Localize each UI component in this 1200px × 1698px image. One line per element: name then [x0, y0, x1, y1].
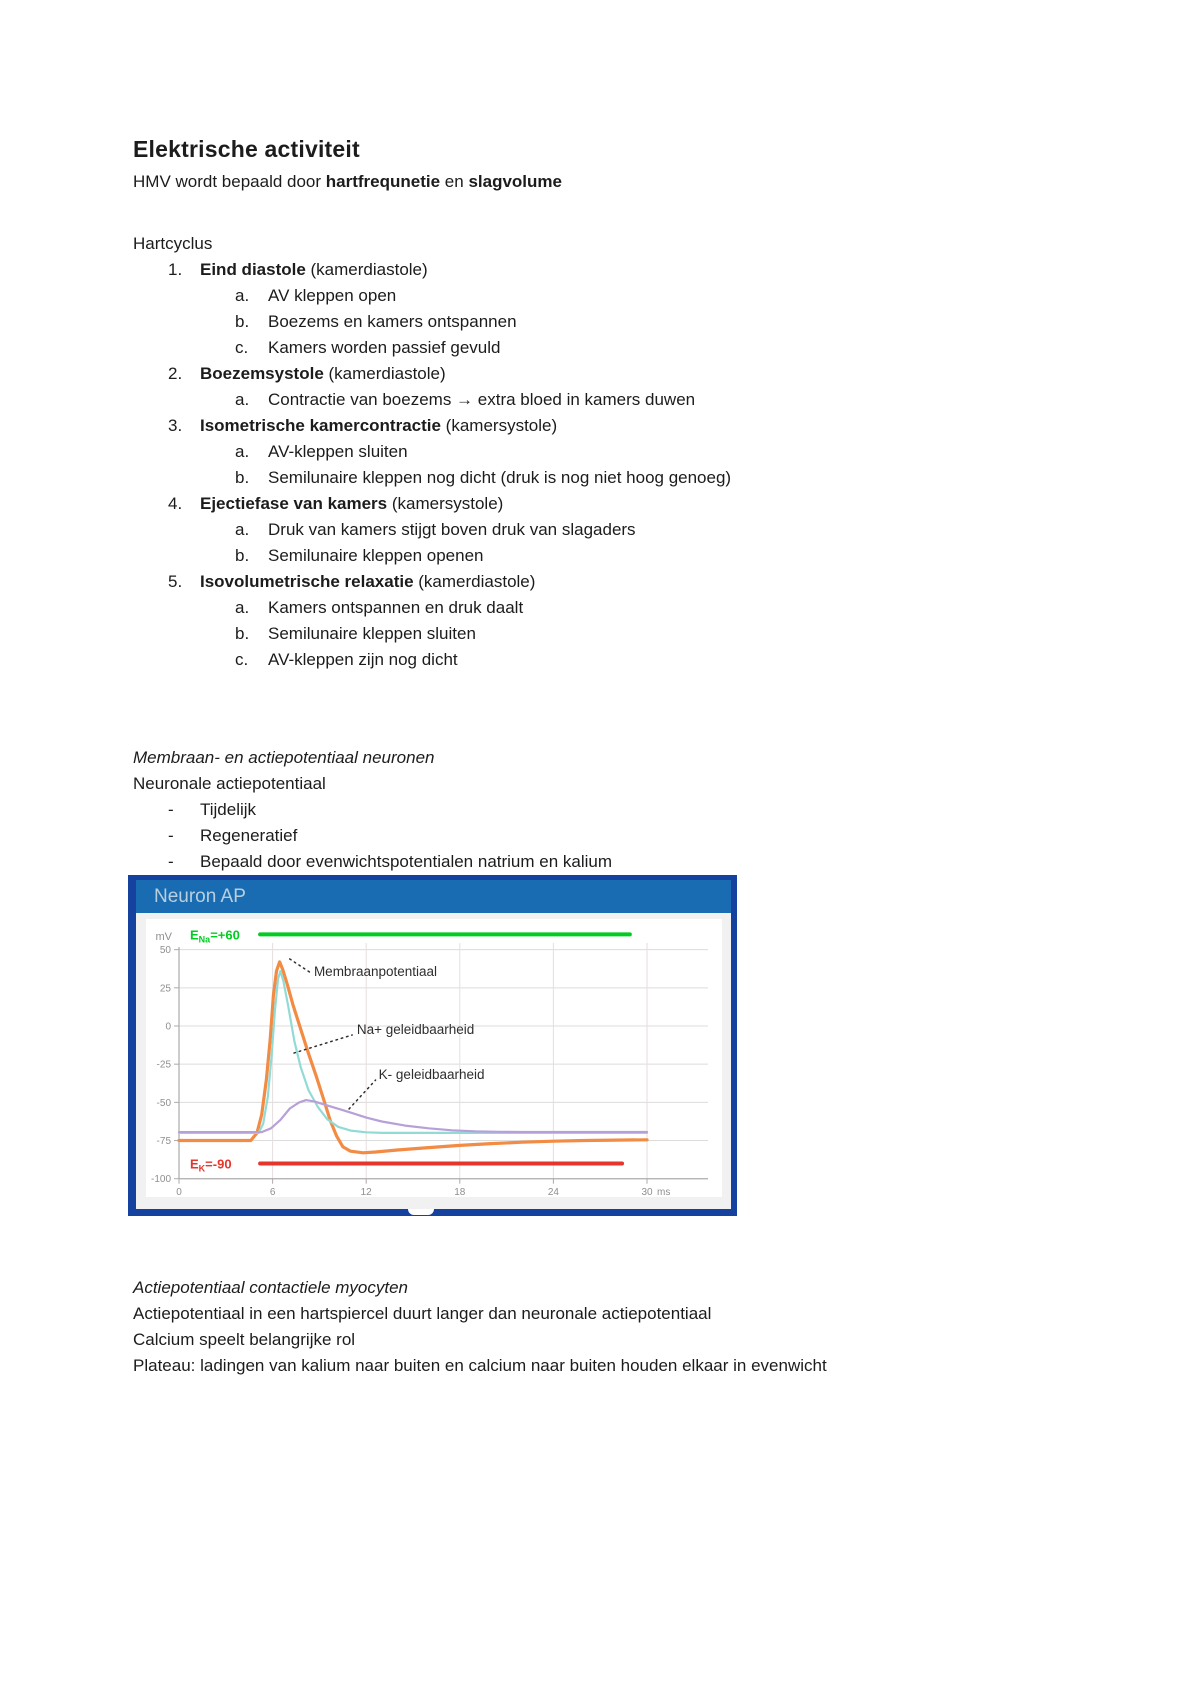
neuron-ap-panel: [128, 875, 737, 1216]
bullet-evenwichtspotentialen: [133, 849, 1140, 875]
svg-text:50: 50: [159, 945, 171, 957]
svg-text:12: 12: [360, 1187, 372, 1198]
svg-text:Membraanpotentiaal: Membraanpotentiaal: [313, 964, 438, 980]
intro-text: HMV wordt bepaald door: [133, 172, 326, 191]
svg-text:-75: -75: [156, 1136, 171, 1148]
list-marker: a.: [235, 390, 250, 409]
sub-text: Semilunaire kleppen sluiten: [268, 624, 476, 643]
list-marker: 1.: [168, 260, 183, 279]
sub-text: Contractie van boezems → extra bloed in kamers duwen: [268, 390, 696, 409]
bullet-text: Tijdelijk: [200, 800, 257, 819]
list-marker: 3.: [168, 416, 183, 435]
hartcyclus-item-5: [133, 569, 1140, 595]
membraan-heading: Membraan- en actiepotentiaal neuronen: [133, 748, 435, 767]
hartcyclus-item-4: [133, 491, 1140, 517]
hartcyclus-sub-4a: [133, 517, 1140, 543]
hartcyclus-list: [133, 257, 1140, 673]
list-marker: 2.: [168, 364, 183, 383]
sub-text: Semilunaire kleppen openen: [268, 546, 484, 565]
svg-text:ms: ms: [657, 1187, 671, 1198]
list-marker: a.: [235, 598, 250, 617]
sub-text: AV-kleppen sluiten: [268, 442, 408, 461]
svg-text:ENa=+60: $E_{Na}=+60$: [190, 927, 240, 945]
hartcyclus-sub-5b: [133, 621, 1140, 647]
myocyten-section: [133, 1275, 1140, 1379]
svg-text:25: 25: [159, 983, 171, 995]
svg-text:mV: mV: [155, 931, 172, 943]
intro-line: [133, 169, 1140, 195]
svg-text:6: 6: [269, 1187, 276, 1198]
list-marker: c.: [235, 338, 249, 357]
item-term: Isovolumetrische relaxatie: [200, 572, 414, 591]
hartcyclus-sub-2a: [133, 387, 1140, 413]
item-paren: (kamersystole): [387, 494, 504, 513]
intro-bold-slagvolume: slagvolume: [468, 172, 562, 191]
myocyten-line-1: Actiepotentiaal in een hartspiercel duurt langer dan neuronale actiepotentiaal: [133, 1304, 712, 1323]
svg-text:0: 0: [176, 1187, 182, 1198]
sub-text: Kamers worden passief gevuld: [268, 338, 501, 357]
list-marker: c.: [235, 650, 249, 669]
sub-text: Kamers ontspannen en druk daalt: [268, 598, 524, 617]
neuron-ap-chart: [136, 913, 731, 1209]
dash-marker: -: [168, 800, 174, 819]
hartcyclus-item-1: [133, 257, 1140, 283]
neuron-ap-panel-title: Neuron AP: [136, 880, 731, 913]
item-term: Boezemsystole: [200, 364, 324, 383]
dash-marker: -: [168, 852, 174, 871]
page-title: Elektrische activiteit: [133, 136, 360, 162]
list-marker: 4.: [168, 494, 183, 513]
hartcyclus-sub-5c: [133, 647, 1140, 673]
sub-text: Semilunaire kleppen nog dicht (druk is nog niet hoog genoeg): [268, 468, 732, 487]
hartcyclus-sub-3b: [133, 465, 1140, 491]
hartcyclus-sub-1c: [133, 335, 1140, 361]
item-term: Eind diastole: [200, 260, 306, 279]
hartcyclus-item-2: [133, 361, 1140, 387]
list-marker: b.: [235, 546, 250, 565]
hartcyclus-sub-4b: [133, 543, 1140, 569]
svg-text:18: 18: [454, 1187, 466, 1198]
membraan-bullets: [133, 797, 1140, 875]
svg-text:0: 0: [165, 1021, 171, 1033]
myocyten-line-2: Calcium speelt belangrijke rol: [133, 1330, 356, 1349]
list-marker: b.: [235, 468, 250, 487]
item-paren: (kamersystole): [440, 416, 558, 435]
sub-text: Boezems en kamers ontspannen: [268, 312, 517, 331]
svg-text:24: 24: [547, 1187, 559, 1198]
item-paren: (kamerdiastole): [305, 260, 428, 279]
neuron-ap-plot-area: [136, 913, 731, 1209]
item-term: Isometrische kamercontractie: [200, 416, 441, 435]
item-paren: (kamerdiastole): [413, 572, 536, 591]
panel-bottom-notch: [408, 1209, 434, 1215]
hartcyclus-sub-1a: [133, 283, 1140, 309]
svg-text:EK=-90: $E_K=-90$: [190, 1156, 232, 1174]
list-marker: b.: [235, 624, 250, 643]
intro-bold-hartfrequnetie: hartfrequnetie: [325, 172, 441, 191]
intro-text-mid: en: [440, 172, 469, 191]
hartcyclus-heading: Hartcyclus: [133, 234, 213, 253]
item-paren: (kamerdiastole): [323, 364, 446, 383]
svg-text:Na+ geleidbaarheid: Na+ geleidbaarheid: [356, 1021, 475, 1037]
svg-text:K- geleidbaarheid: K- geleidbaarheid: [378, 1066, 485, 1082]
svg-text:-50: -50: [156, 1097, 171, 1109]
list-marker: b.: [235, 312, 250, 331]
myocyten-line-3: Plateau: ladingen van kalium naar buiten en calcium naar buiten houden elkaar in evenwicht: [133, 1356, 827, 1375]
list-marker: a.: [235, 442, 250, 461]
list-marker: a.: [235, 520, 250, 539]
bullet-text: Regeneratief: [200, 826, 298, 845]
list-marker: a.: [235, 286, 250, 305]
bullet-regeneratief: [133, 823, 1140, 849]
bullet-text: Bepaald door evenwichtspotentialen natrium en kalium: [200, 852, 613, 871]
svg-text:-25: -25: [156, 1059, 171, 1071]
item-term: Ejectiefase van kamers: [200, 494, 388, 513]
hartcyclus-sub-3a: [133, 439, 1140, 465]
hartcyclus-sub-1b: [133, 309, 1140, 335]
svg-text:-100: -100: [150, 1174, 171, 1186]
myocyten-heading: Actiepotentiaal contactiele myocyten: [133, 1278, 408, 1297]
sub-text: AV kleppen open: [268, 286, 397, 305]
hartcyclus-sub-5a: [133, 595, 1140, 621]
svg-text:30: 30: [641, 1187, 653, 1198]
hartcyclus-item-3: [133, 413, 1140, 439]
dash-marker: -: [168, 826, 174, 845]
list-marker: 5.: [168, 572, 183, 591]
bullet-tijdelijk: [133, 797, 1140, 823]
sub-text: Druk van kamers stijgt boven druk van slagaders: [268, 520, 636, 539]
sub-text: AV-kleppen zijn nog dicht: [268, 650, 458, 669]
membraan-subheading: Neuronale actiepotentiaal: [133, 774, 326, 793]
